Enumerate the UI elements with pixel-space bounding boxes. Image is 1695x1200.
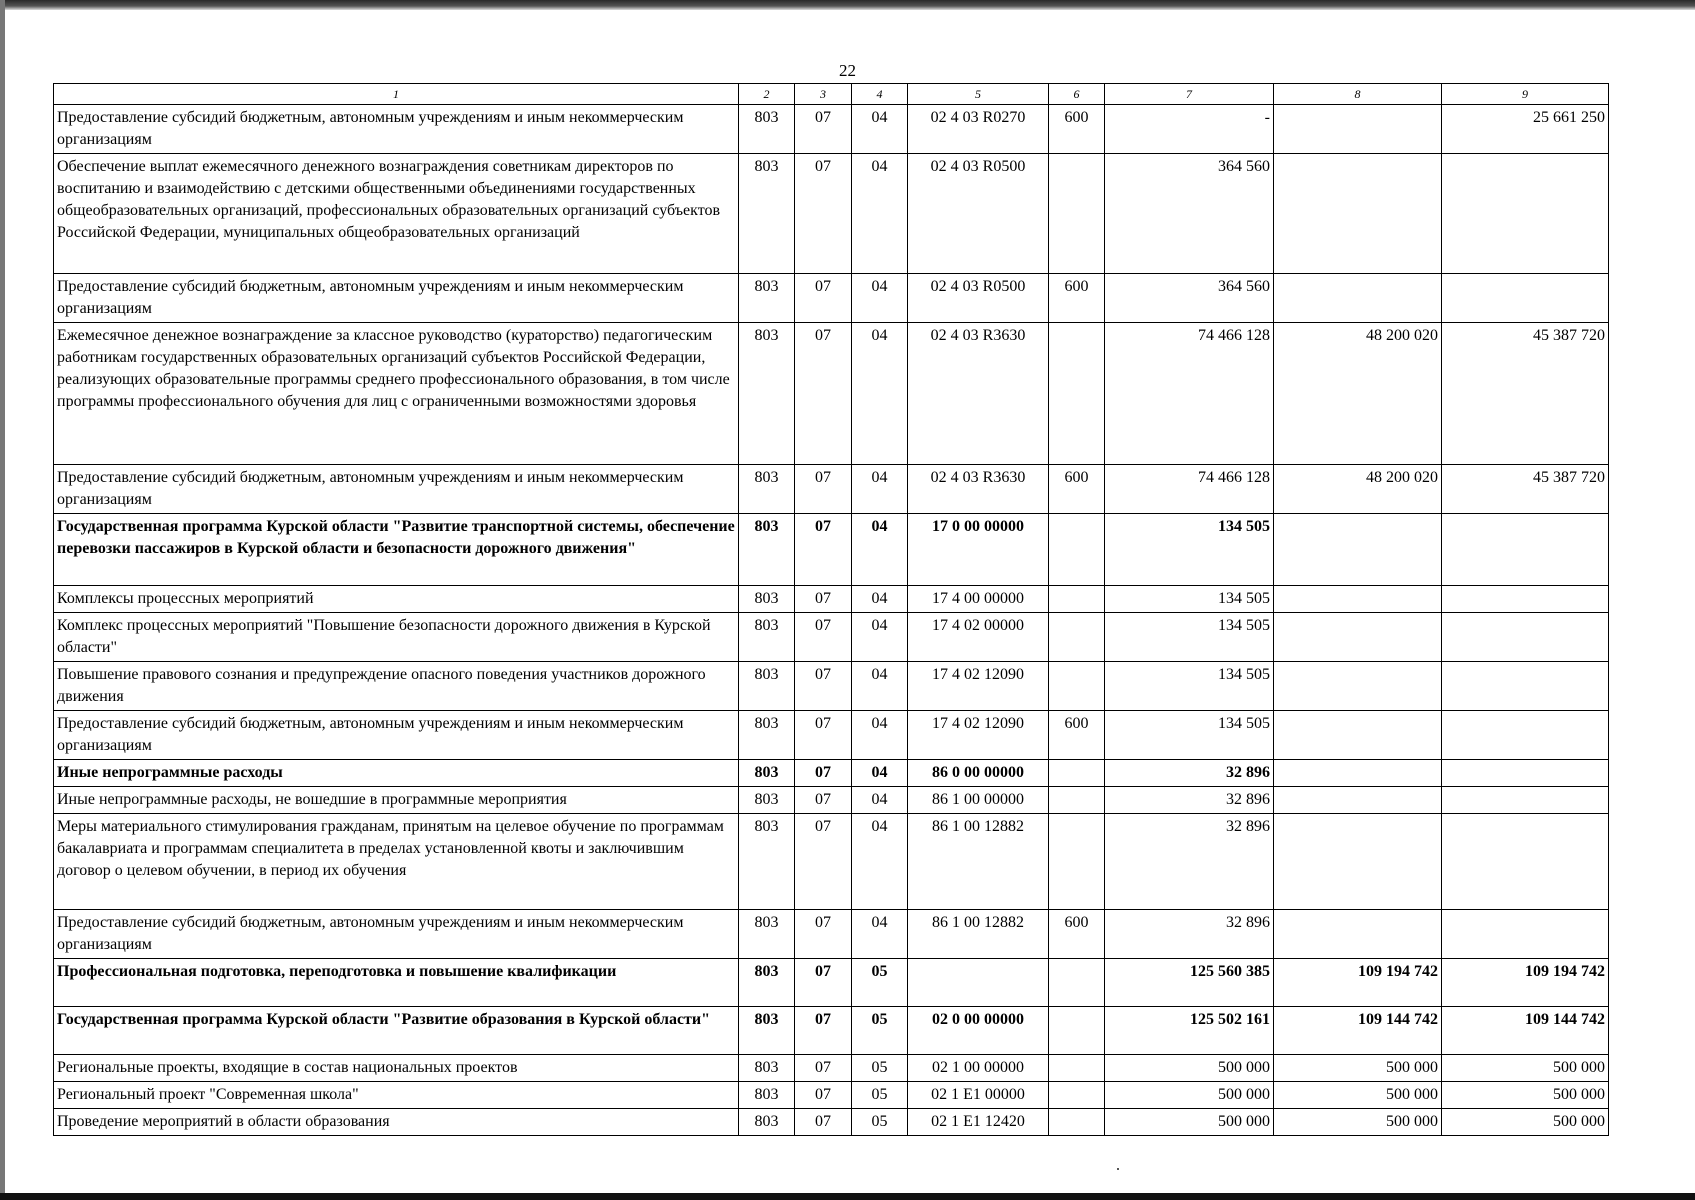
- amount-year-1: 500 000: [1105, 1109, 1274, 1136]
- amount-year-1: 364 560: [1105, 274, 1274, 323]
- amount-year-2: [1274, 514, 1442, 586]
- amount-year-3: [1442, 910, 1609, 959]
- expense-type-code: [1049, 1082, 1105, 1109]
- row-name: Иные непрограммные расходы: [54, 760, 739, 787]
- target-article-code: 02 4 03 R0270: [908, 105, 1049, 154]
- glava-code: 803: [739, 1055, 795, 1082]
- expense-type-code: [1049, 1007, 1105, 1055]
- subsection-code: 04: [852, 814, 908, 910]
- target-article-code: [908, 959, 1049, 1007]
- target-article-code: 86 1 00 00000: [908, 787, 1049, 814]
- amount-year-1: 125 560 385: [1105, 959, 1274, 1007]
- row-name: Проведение мероприятий в области образования: [54, 1109, 739, 1136]
- table-row: [54, 274, 1609, 323]
- scan-border-top: [0, 0, 1695, 10]
- row-name: Предоставление субсидий бюджетным, автономным учреждениям и иным некоммерческим организациям: [54, 910, 739, 959]
- glava-code: 803: [739, 1109, 795, 1136]
- amount-year-2: [1274, 105, 1442, 154]
- expense-type-code: 600: [1049, 711, 1105, 760]
- amount-year-3: 45 387 720: [1442, 465, 1609, 514]
- subsection-code: 04: [852, 105, 908, 154]
- amount-year-1: 134 505: [1105, 613, 1274, 662]
- amount-year-1: 364 560: [1105, 154, 1274, 274]
- amount-year-2: 48 200 020: [1274, 465, 1442, 514]
- column-number: 3: [795, 84, 852, 105]
- table-row: [54, 613, 1609, 662]
- column-number: 2: [739, 84, 795, 105]
- amount-year-2: [1274, 787, 1442, 814]
- subsection-code: 04: [852, 154, 908, 274]
- amount-year-3: [1442, 613, 1609, 662]
- table-row: [54, 514, 1609, 586]
- section-code: 07: [795, 1082, 852, 1109]
- section-code: 07: [795, 760, 852, 787]
- subsection-code: 04: [852, 662, 908, 711]
- section-code: 07: [795, 910, 852, 959]
- amount-year-3: 500 000: [1442, 1055, 1609, 1082]
- amount-year-1: 134 505: [1105, 662, 1274, 711]
- section-code: 07: [795, 1007, 852, 1055]
- scan-border-left: [0, 0, 5, 1200]
- amount-year-3: [1442, 514, 1609, 586]
- row-name: Комплексы процессных мероприятий: [54, 586, 739, 613]
- table-row: [54, 105, 1609, 154]
- column-number: 8: [1274, 84, 1442, 105]
- subsection-code: 04: [852, 586, 908, 613]
- target-article-code: 17 4 02 12090: [908, 711, 1049, 760]
- glava-code: 803: [739, 465, 795, 514]
- amount-year-3: [1442, 662, 1609, 711]
- table-row: [54, 323, 1609, 465]
- expense-type-code: [1049, 959, 1105, 1007]
- amount-year-1: 134 505: [1105, 711, 1274, 760]
- expense-type-code: [1049, 154, 1105, 274]
- glava-code: 803: [739, 1007, 795, 1055]
- amount-year-3: [1442, 787, 1609, 814]
- amount-year-2: 500 000: [1274, 1082, 1442, 1109]
- glava-code: 803: [739, 910, 795, 959]
- amount-year-1: 134 505: [1105, 586, 1274, 613]
- subsection-code: 04: [852, 465, 908, 514]
- row-name: Меры материального стимулирования гражданам, принятым на целевое обучение по программам бакалавриата и программам специалитета в пределах установленной квоты и заключившим договор о целевом обучении, в период их обучения: [54, 814, 739, 910]
- expense-type-code: [1049, 787, 1105, 814]
- section-code: 07: [795, 586, 852, 613]
- amount-year-2: [1274, 154, 1442, 274]
- glava-code: 803: [739, 787, 795, 814]
- amount-year-1: 500 000: [1105, 1055, 1274, 1082]
- amount-year-2: [1274, 910, 1442, 959]
- target-article-code: 17 0 00 00000: [908, 514, 1049, 586]
- target-article-code: 17 4 02 00000: [908, 613, 1049, 662]
- amount-year-2: [1274, 760, 1442, 787]
- target-article-code: 86 1 00 12882: [908, 814, 1049, 910]
- section-code: 07: [795, 105, 852, 154]
- section-code: 07: [795, 514, 852, 586]
- glava-code: 803: [739, 323, 795, 465]
- target-article-code: 02 4 03 R0500: [908, 274, 1049, 323]
- row-name: Обеспечение выплат ежемесячного денежного вознаграждения советникам директоров по воспитанию и взаимодействию с детскими общественными объединениями государственных общеобразовательных организаций, профессиональных образовательных организаций субъектов Российской Федерации, муниципальных общеобразовательных организаций: [54, 154, 739, 274]
- amount-year-1: 134 505: [1105, 514, 1274, 586]
- row-name: Государственная программа Курской области "Развитие транспортной системы, обеспечение перевозки пассажиров в Курской области и безопасности дорожного движения": [54, 514, 739, 586]
- expense-type-code: [1049, 323, 1105, 465]
- table-row: [54, 1055, 1609, 1082]
- table-row: [54, 787, 1609, 814]
- table-row: [54, 910, 1609, 959]
- expense-type-code: 600: [1049, 910, 1105, 959]
- target-article-code: 17 4 00 00000: [908, 586, 1049, 613]
- amount-year-1: 500 000: [1105, 1082, 1274, 1109]
- table-row: [54, 465, 1609, 514]
- amount-year-1: 74 466 128: [1105, 323, 1274, 465]
- amount-year-3: [1442, 586, 1609, 613]
- glava-code: 803: [739, 613, 795, 662]
- amount-year-3: 500 000: [1442, 1082, 1609, 1109]
- amount-year-2: 48 200 020: [1274, 323, 1442, 465]
- column-number: 4: [852, 84, 908, 105]
- section-code: 07: [795, 613, 852, 662]
- expense-type-code: [1049, 662, 1105, 711]
- amount-year-3: 109 144 742: [1442, 1007, 1609, 1055]
- glava-code: 803: [739, 711, 795, 760]
- glava-code: 803: [739, 586, 795, 613]
- row-name: Предоставление субсидий бюджетным, автономным учреждениям и иным некоммерческим организациям: [54, 105, 739, 154]
- row-name: Иные непрограммные расходы, не вошедшие в программные мероприятия: [54, 787, 739, 814]
- subsection-code: 04: [852, 514, 908, 586]
- amount-year-3: [1442, 274, 1609, 323]
- target-article-code: 02 0 00 00000: [908, 1007, 1049, 1055]
- amount-year-2: [1274, 711, 1442, 760]
- subsection-code: 04: [852, 274, 908, 323]
- table-row: [54, 154, 1609, 274]
- table-row: [54, 1007, 1609, 1055]
- amount-year-3: 25 661 250: [1442, 105, 1609, 154]
- amount-year-2: [1274, 814, 1442, 910]
- expense-type-code: [1049, 814, 1105, 910]
- amount-year-1: -: [1105, 105, 1274, 154]
- row-name: Предоставление субсидий бюджетным, автономным учреждениям и иным некоммерческим организациям: [54, 465, 739, 514]
- amount-year-3: [1442, 154, 1609, 274]
- subsection-code: 05: [852, 1007, 908, 1055]
- section-code: 07: [795, 154, 852, 274]
- target-article-code: 02 1 00 00000: [908, 1055, 1049, 1082]
- expense-type-code: [1049, 613, 1105, 662]
- expense-type-code: [1049, 1109, 1105, 1136]
- target-article-code: 02 1 E1 00000: [908, 1082, 1049, 1109]
- amount-year-1: 74 466 128: [1105, 465, 1274, 514]
- table-row: [54, 662, 1609, 711]
- subsection-code: 04: [852, 760, 908, 787]
- table-row: [54, 1109, 1609, 1136]
- amount-year-3: 500 000: [1442, 1109, 1609, 1136]
- target-article-code: 02 4 03 R0500: [908, 154, 1049, 274]
- amount-year-3: [1442, 814, 1609, 910]
- section-code: 07: [795, 1055, 852, 1082]
- section-code: 07: [795, 662, 852, 711]
- subsection-code: 05: [852, 1109, 908, 1136]
- scan-speck: [1117, 1168, 1119, 1170]
- amount-year-1: 32 896: [1105, 814, 1274, 910]
- amount-year-2: [1274, 274, 1442, 323]
- amount-year-2: [1274, 586, 1442, 613]
- expense-type-code: 600: [1049, 274, 1105, 323]
- glava-code: 803: [739, 959, 795, 1007]
- amount-year-1: 32 896: [1105, 910, 1274, 959]
- glava-code: 803: [739, 662, 795, 711]
- column-number: 6: [1049, 84, 1105, 105]
- section-code: 07: [795, 959, 852, 1007]
- target-article-code: 86 0 00 00000: [908, 760, 1049, 787]
- row-name: Ежемесячное денежное вознаграждение за классное руководство (кураторство) педагогическим работникам государственных образовательных организаций субъектов Российской Федерации, реализующих образовательные программы среднего профессионального образования, в том числе программы профессионального обучения для лиц с ограниченными возможностями здоровья: [54, 323, 739, 465]
- glava-code: 803: [739, 154, 795, 274]
- column-number: 7: [1105, 84, 1274, 105]
- amount-year-2: [1274, 613, 1442, 662]
- section-code: 07: [795, 323, 852, 465]
- section-code: 07: [795, 465, 852, 514]
- section-code: 07: [795, 711, 852, 760]
- scan-border-bottom: [0, 1193, 1695, 1200]
- table-row: [54, 1082, 1609, 1109]
- table-row: [54, 814, 1609, 910]
- column-number: 9: [1442, 84, 1609, 105]
- target-article-code: 86 1 00 12882: [908, 910, 1049, 959]
- row-name: Повышение правового сознания и предупреждение опасного поведения участников дорожного движения: [54, 662, 739, 711]
- glava-code: 803: [739, 274, 795, 323]
- amount-year-2: 109 144 742: [1274, 1007, 1442, 1055]
- row-name: Профессиональная подготовка, переподготовка и повышение квалификации: [54, 959, 739, 1007]
- table-row: [54, 711, 1609, 760]
- page-number: 22: [839, 61, 856, 80]
- expense-type-code: [1049, 514, 1105, 586]
- subsection-code: 05: [852, 959, 908, 1007]
- glava-code: 803: [739, 814, 795, 910]
- column-number: 1: [54, 84, 739, 105]
- row-name: Региональный проект "Современная школа": [54, 1082, 739, 1109]
- amount-year-1: 125 502 161: [1105, 1007, 1274, 1055]
- row-name: Предоставление субсидий бюджетным, автономным учреждениям и иным некоммерческим организациям: [54, 711, 739, 760]
- glava-code: 803: [739, 514, 795, 586]
- section-code: 07: [795, 274, 852, 323]
- row-name: Государственная программа Курской области "Развитие образования в Курской области": [54, 1007, 739, 1055]
- section-code: 07: [795, 1109, 852, 1136]
- expense-type-code: [1049, 1055, 1105, 1082]
- glava-code: 803: [739, 760, 795, 787]
- subsection-code: 05: [852, 1055, 908, 1082]
- expense-type-code: [1049, 760, 1105, 787]
- amount-year-2: 500 000: [1274, 1055, 1442, 1082]
- table-row: [54, 959, 1609, 1007]
- section-code: 07: [795, 787, 852, 814]
- amount-year-1: 32 896: [1105, 760, 1274, 787]
- target-article-code: 02 1 E1 12420: [908, 1109, 1049, 1136]
- row-name: Предоставление субсидий бюджетным, автономным учреждениям и иным некоммерческим организациям: [54, 274, 739, 323]
- amount-year-2: 500 000: [1274, 1109, 1442, 1136]
- row-name: Региональные проекты, входящие в состав национальных проектов: [54, 1055, 739, 1082]
- target-article-code: 17 4 02 12090: [908, 662, 1049, 711]
- amount-year-2: [1274, 662, 1442, 711]
- section-code: 07: [795, 814, 852, 910]
- glava-code: 803: [739, 105, 795, 154]
- column-number: 5: [908, 84, 1049, 105]
- amount-year-1: 32 896: [1105, 787, 1274, 814]
- subsection-code: 04: [852, 613, 908, 662]
- subsection-code: 04: [852, 323, 908, 465]
- row-name: Комплекс процессных мероприятий "Повышение безопасности дорожного движения в Курской области": [54, 613, 739, 662]
- amount-year-2: 109 194 742: [1274, 959, 1442, 1007]
- amount-year-3: [1442, 711, 1609, 760]
- amount-year-3: [1442, 760, 1609, 787]
- target-article-code: 02 4 03 R3630: [908, 465, 1049, 514]
- column-number-row: [54, 84, 1609, 105]
- subsection-code: 05: [852, 1082, 908, 1109]
- glava-code: 803: [739, 1082, 795, 1109]
- target-article-code: 02 4 03 R3630: [908, 323, 1049, 465]
- table-row: [54, 760, 1609, 787]
- subsection-code: 04: [852, 711, 908, 760]
- amount-year-3: 45 387 720: [1442, 323, 1609, 465]
- subsection-code: 04: [852, 787, 908, 814]
- amount-year-3: 109 194 742: [1442, 959, 1609, 1007]
- subsection-code: 04: [852, 910, 908, 959]
- expense-type-code: 600: [1049, 105, 1105, 154]
- budget-table: [53, 83, 1609, 1136]
- expense-type-code: [1049, 586, 1105, 613]
- expense-type-code: 600: [1049, 465, 1105, 514]
- table-row: [54, 586, 1609, 613]
